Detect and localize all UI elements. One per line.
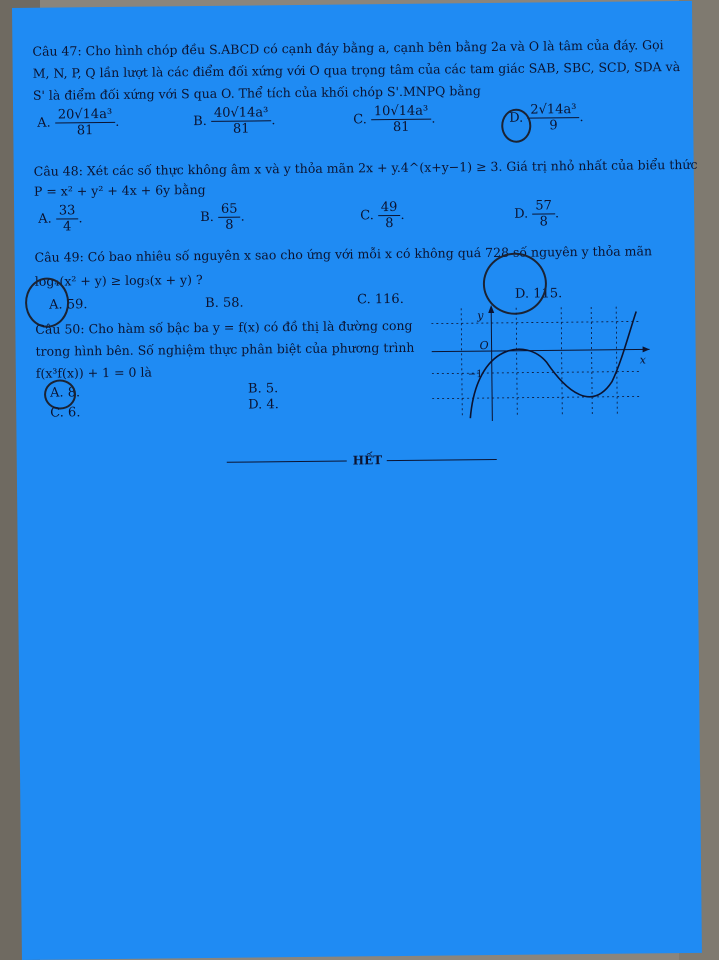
q48-option-a-end: .: [78, 211, 83, 227]
q49-option-c-text: 116.: [374, 291, 404, 308]
q49-option-c[interactable]: [357, 292, 404, 307]
x-axis-arrow: [643, 346, 650, 352]
q47-option-b-fraction: [211, 105, 272, 137]
q48-option-c-den: 8: [385, 216, 394, 232]
handwritten-circle-q47-d: [501, 109, 531, 143]
q47-option-c-end: .: [431, 111, 436, 127]
x-axis: [432, 349, 650, 351]
q49-text1: Có bao nhiêu số nguyên x sao cho ứng với mỗi x có không quá 728 số nguyên y thỏa mãn: [87, 243, 653, 265]
q48-option-b-end: .: [240, 209, 245, 225]
q50-option-d-text: 4.: [266, 397, 279, 413]
q47-line1: [32, 37, 663, 59]
q49-option-a-label: A.: [49, 297, 63, 313]
q47-option-b[interactable]: [193, 105, 276, 137]
q50-option-a-label: A.: [49, 385, 64, 401]
q50-header: Câu 50:: [35, 321, 85, 337]
q50-option-d[interactable]: [248, 397, 279, 412]
q47-option-b-label: B.: [193, 113, 207, 130]
q47-header: Câu 47:: [32, 43, 82, 59]
q50-option-b[interactable]: [248, 381, 278, 396]
q47-option-b-end: .: [271, 113, 276, 129]
graph-y-label: y: [477, 309, 484, 323]
q48-option-c-label: C.: [360, 208, 374, 224]
q48-option-c-fraction: [378, 200, 401, 231]
q48-option-a-num: 33: [56, 203, 79, 219]
q50-option-a-text: 8.: [67, 385, 81, 401]
q47-text1: Cho hình chóp đều S.ABCD có cạnh đáy bằng a, cạnh bên bằng 2a và O là tâm của đáy. Gọi: [85, 37, 664, 59]
q48-option-b-label: B.: [200, 209, 214, 226]
q47-option-d-den: 9: [549, 118, 558, 134]
q47-option-c[interactable]: [353, 104, 436, 136]
q48-text1: Xét các số thực không âm x và y thỏa mãn 2x + y.4^(x+y−1) ≥ 3. Giá trị nhỏ nhất của biểu thức: [86, 156, 698, 179]
q47-option-d-label: D.: [509, 110, 524, 126]
q47-option-c-num: 10√14a³: [371, 104, 432, 121]
q48-option-a-label: A.: [38, 211, 52, 227]
q48-option-d[interactable]: [514, 198, 559, 229]
q47-line2: M, N, P, Q lần lượt là các điểm đối xứng với O qua trọng tâm của các tam giác SAB, SBC, SCD, SDA và: [32, 59, 681, 81]
q50-text1: Cho hàm số bậc ba y = f(x) có đồ thị là đường cong: [88, 317, 413, 337]
q47-option-a-label: A.: [37, 115, 51, 131]
q47-option-c-fraction: [371, 104, 432, 136]
q48-option-c-end: .: [400, 207, 405, 223]
q49-option-c-label: C.: [356, 292, 371, 308]
q48-option-a-fraction: [56, 203, 79, 234]
q48-option-b-den: 8: [225, 217, 234, 233]
graph-minus-one-label: −1: [467, 369, 483, 381]
q48-line2: P = x² + y² + 4x + 6y bằng: [33, 181, 206, 199]
q47-option-a-end: .: [115, 114, 120, 130]
q50-option-c-text: 6.: [67, 405, 81, 421]
q47-option-c-label: C.: [353, 112, 367, 128]
q50-line1: [35, 318, 412, 337]
q47-option-d-fraction: [527, 102, 579, 134]
end-line-right: [387, 459, 497, 461]
q50-line2: trong hình bên. Số nghiệm thực phân biệt của phương trình: [35, 339, 415, 359]
cubic-curve: [469, 311, 637, 418]
q49-option-b-text: 58.: [222, 295, 244, 311]
q47-option-a[interactable]: [37, 107, 119, 139]
q47-line3: S' là điểm đối xứng với S qua O. Thể tích của khối chóp S'.MNPQ bằng: [32, 83, 481, 103]
q49-option-b[interactable]: [205, 296, 244, 311]
q50-line3: f(x³f(x)) + 1 = 0 là: [35, 364, 152, 381]
q50-option-c[interactable]: [50, 405, 80, 420]
q48-option-a[interactable]: [38, 203, 83, 234]
end-line-left: [227, 461, 347, 463]
exam-sheet: [12, 1, 702, 960]
q47-option-c-den: 81: [392, 119, 410, 136]
q48-option-d-label: D.: [514, 206, 529, 222]
q49-option-a-text: 59.: [66, 297, 88, 313]
q47-option-d-num: 2√14a³: [527, 102, 579, 119]
exam-page: [12, 1, 702, 960]
q48-option-d-fraction: [532, 198, 555, 229]
q47-option-b-num: 40√14a³: [211, 105, 272, 122]
q48-option-b-num: 65: [218, 202, 241, 218]
q49-header: Câu 49:: [34, 249, 84, 265]
q50-option-d-label: D.: [248, 397, 263, 413]
q48-option-a-den: 4: [63, 219, 72, 235]
graph-origin-label: O: [479, 339, 489, 353]
graph-x-label: x: [639, 353, 647, 367]
q48-option-d-den: 8: [539, 214, 548, 230]
q47-option-a-den: 81: [76, 123, 94, 139]
q48-option-b-fraction: [218, 202, 241, 233]
q49-option-b-label: B.: [205, 295, 219, 311]
y-axis-arrow: [488, 305, 494, 313]
q48-option-b[interactable]: [200, 202, 245, 233]
q49-option-d-text: 115.: [533, 286, 563, 302]
handwritten-circle-q49-log: [25, 277, 70, 327]
q48-option-c[interactable]: [360, 200, 405, 231]
q48-line1: [34, 157, 698, 179]
q50-option-b-text: 5.: [265, 381, 279, 397]
q48-option-d-num: 57: [532, 198, 555, 214]
q49-option-d-label: D.: [514, 286, 530, 302]
q48-header: Câu 48:: [33, 163, 83, 179]
graph-grid: [431, 306, 642, 418]
q47-option-b-den: 81: [232, 121, 250, 137]
q47-option-a-num: 20√14a³: [55, 107, 116, 124]
cubic-graph: [431, 301, 652, 423]
q47-option-d-end: .: [579, 110, 584, 126]
q50-option-c-label: C.: [50, 405, 64, 421]
q50-option-b-label: B.: [247, 381, 262, 397]
q49-line2: log₄(x² + y) ≥ log₃(x + y) ?: [34, 272, 203, 289]
end-label: HẾT: [352, 453, 383, 468]
q47-option-a-fraction: [55, 107, 116, 139]
y-axis: [491, 307, 492, 421]
q48-option-c-num: 49: [378, 200, 401, 216]
q49-line1: [35, 243, 653, 264]
q48-option-d-end: .: [554, 206, 560, 222]
